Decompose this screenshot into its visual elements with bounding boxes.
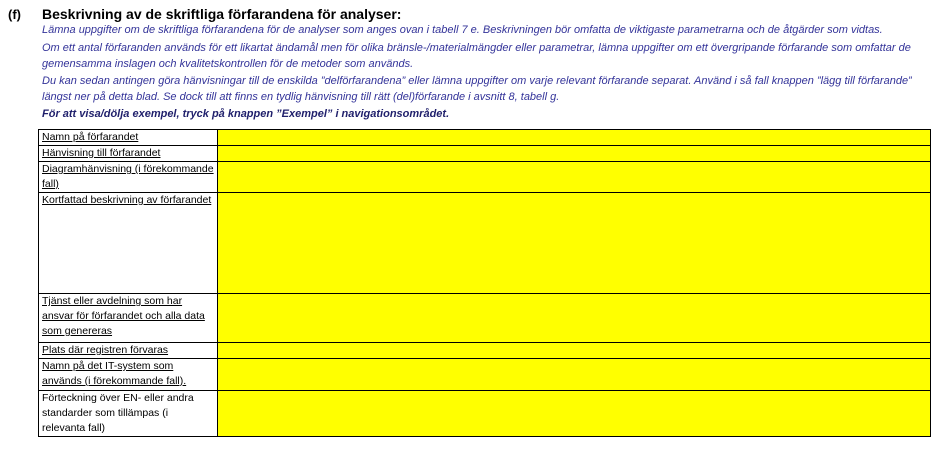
procedure-name-label: Namn på förfarandet (39, 130, 218, 146)
table-row (39, 359, 931, 391)
description-paragraph-3: Du kan sedan antingen göra hänvisningar till de enskilda ”delförfarandena” eller lämna uppgifter om varje relevant förfarande separat. Använd i så fall knappen ”lägg till förfarande” längst ner på detta blad. Se dock till att finns en tydlig hänvisning till rätt (del)förfarande i avsnitt 8, tabell g. (42, 75, 912, 103)
standards-list-label: Förteckning över EN- eller andra standarder som tillämpas (i relevanta fall) (39, 391, 218, 437)
table-row (39, 294, 931, 343)
standards-list-field[interactable] (218, 391, 931, 437)
table-row (39, 162, 931, 193)
procedure-form-table (38, 129, 931, 437)
diagram-reference-label: Diagramhänvisning (i förekommande fall) (39, 162, 218, 193)
section-number: (f) (8, 7, 21, 22)
table-row (39, 130, 931, 146)
description-paragraph-1: Lämna uppgifter om de skriftliga förfarandena för de analyser som anges ovan i tabell 7 e. Beskrivningen bör omfatta de viktigaste parametrarna och de åtgärder som vidtas. (42, 24, 883, 36)
table-row (39, 146, 931, 162)
section-title: Beskrivning av de skriftliga förfarandena för analyser: (42, 6, 402, 22)
procedure-reference-label: Hänvisning till förfarandet (39, 146, 218, 162)
responsible-department-label: Tjänst eller avdelning som har ansvar för förfarandet och alla data som genereras (39, 294, 218, 343)
it-system-field[interactable] (218, 359, 931, 391)
it-system-label: Namn på det IT-system som används (i förekommande fall). (39, 359, 218, 391)
table-row (39, 343, 931, 359)
brief-description-label: Kortfattad beskrivning av förfarandet (39, 193, 218, 294)
example-hint: För att visa/dölja exempel, tryck på knappen ”Exempel” i navigationsområdet. (42, 108, 450, 120)
procedure-name-field[interactable] (218, 130, 931, 146)
description-paragraph-2: Om ett antal förfaranden används för ett likartat ändamål men för olika bränsle-/materialmängder eller parametrar, lämna uppgifter om ett övergripande förfarande som omfattar de gemensamma inslagen och kvalitetskontrollen för de metoder som används. (42, 42, 911, 70)
responsible-department-field[interactable] (218, 294, 931, 343)
table-row (39, 193, 931, 294)
records-location-field[interactable] (218, 343, 931, 359)
table-row (39, 391, 931, 437)
records-location-label: Plats där registren förvaras (39, 343, 218, 359)
brief-description-field[interactable] (218, 193, 931, 294)
diagram-reference-field[interactable] (218, 162, 931, 193)
procedure-reference-field[interactable] (218, 146, 931, 162)
